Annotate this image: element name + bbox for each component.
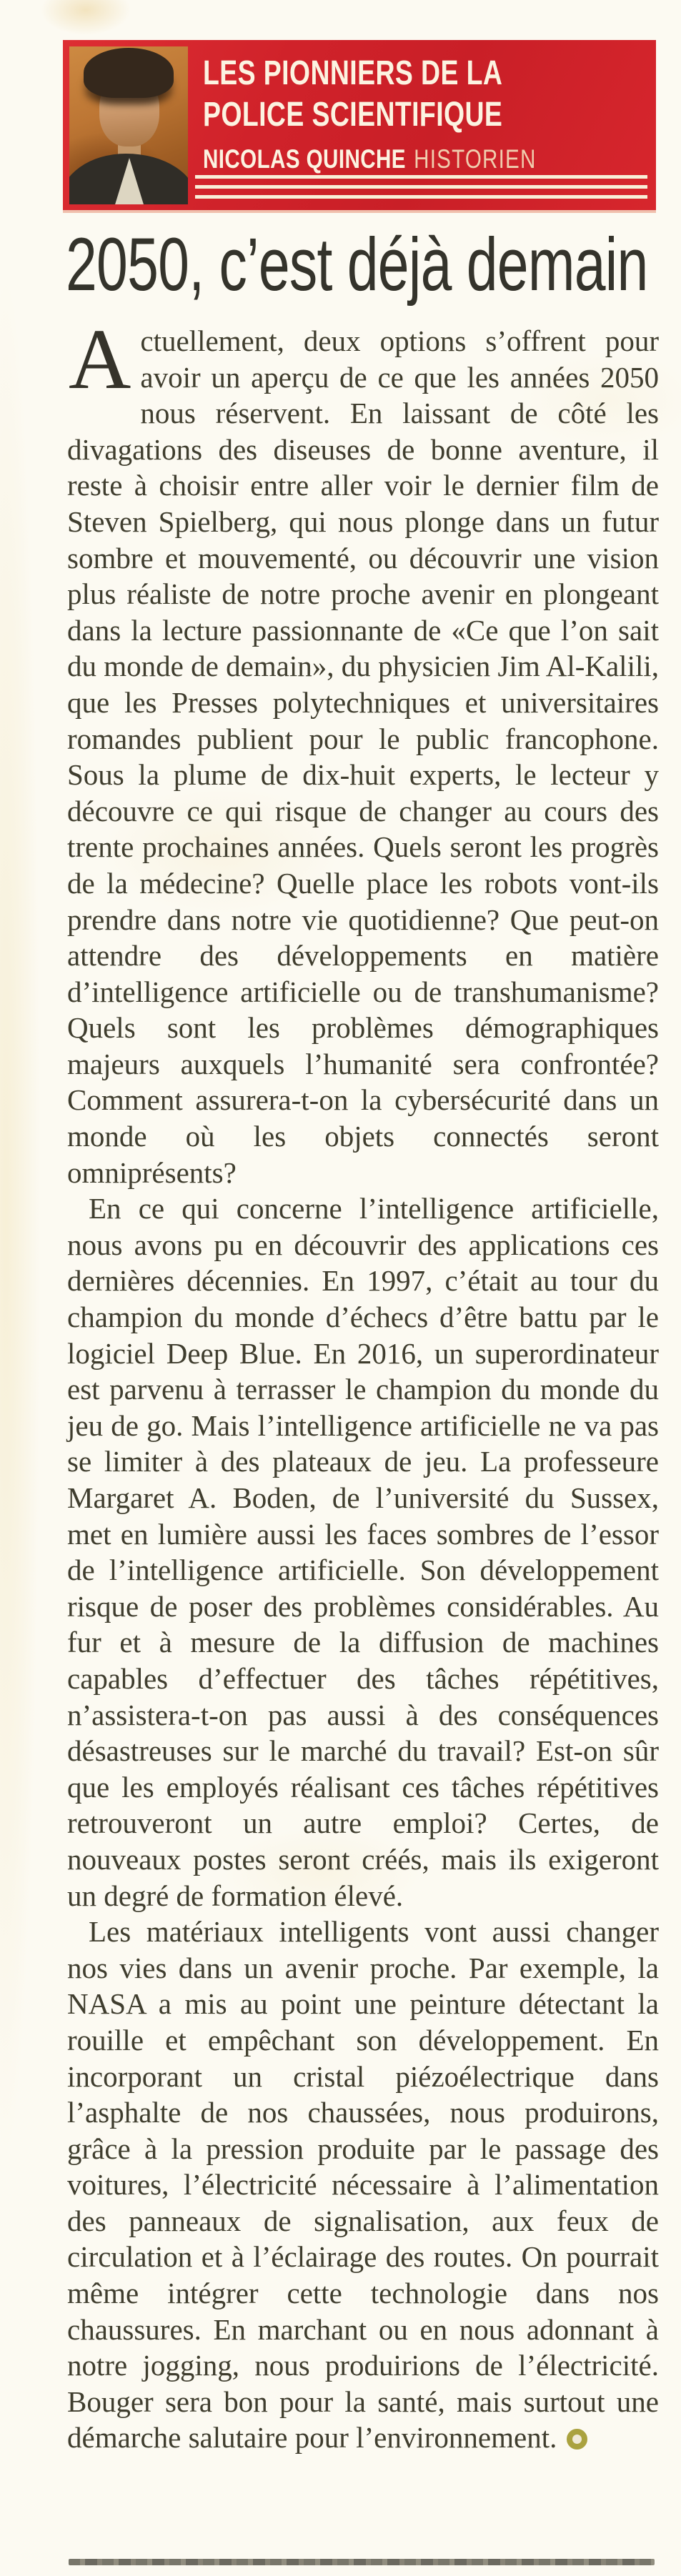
series-title-line2: POLICE SCIENTIFIQUE bbox=[203, 96, 503, 134]
paragraph-3-text: Les matériaux intelligents vont aussi changer nos vies dans un avenir proche. Par exemple, la NASA a mis au point une peinture détectant la rouille et empêchant son développement. En incorporant un cristal piézoélectrique dans l’asphalte de nos chaussées, nous produirons, grâce à la pression produite par le passage des voitures, l’électricité nécessaire à l’alimentation des panneaux de signalisation, aux feux de circulation et à l’éclairage des routes. On pourrait même intégrer cette technologie dans nos chaussures. En marchant ou en nous adonnant à notre jogging, nous produirions de l’électricité. Bouger sera bon pour la santé, mais surtout une démarche salutaire pour l’environnement. bbox=[67, 1915, 659, 2455]
paragraph-1-text: ctuellement, deux options s’offrent pour avoir un aperçu de ce que les années 2050 nous réservent. En laissant de côté les divagations des diseuses de bonne aventure, il reste à choisir entre aller voir le dernier film de Steven Spielberg, qui nous plonge dans un futur sombre et mouvementé, ou découvrir une vision plus réaliste de notre proche avenir en plongeant dans la lecture passionnante de «Ce que l’on sait du monde de demain», du physicien Jim Al-Kalili, que les Presses polytechniques et universitaires romandes publient pour le public francophone. Sous la plume de dix-huit experts, le lecteur y découvre ce qui risque de changer au cours des trente prochaines années. Quels seront les progrès de la médecine? Quelle place les robots vont-ils prendre dans notre vie quotidienne? Que peut-on attendre des développements en matière d’intelligence artificielle ou de transhumanisme? Quels sont les problèmes démographiques majeurs auxquels l’humanité sera confrontée? Comment assurera-t-on la cybersécurité dans un monde où les objets connectés seront omniprésents? bbox=[67, 324, 659, 1189]
scan-edge-artifact bbox=[69, 2559, 655, 2565]
series-header-band bbox=[63, 40, 656, 210]
paragraph-1 bbox=[67, 312, 659, 1190]
author-photo bbox=[69, 46, 188, 204]
paragraph-3 bbox=[67, 1914, 659, 2456]
paragraph-2: En ce qui concerne l’intelligence artificielle, nous avons pu en découvrir des applications ces dernières décennies. En 1997, c’était au tour du champion du monde d’échecs d’être battu par le logiciel Deep Blue. En 2016, un superordinateur est parvenu à terrasser le champion du monde du jeu de go. Mais l’intelligence artificielle ne va pas se limiter à des plateaux de jeu. La professeure Margaret A. Boden, de l’université du Sussex, met en lumière aussi les faces sombres de l’essor de l’intelligence artificielle. Son développement risque de poser des problèmes considérables. Au fur et à mesure de la diffusion de machines capables d’effectuer des tâches répétitives, n’assistera-t-on pas aussi à des conséquences désastreuses sur le marché du travail? Est-on sûr que les employés réalisant ces tâches répétitives retrouveront un autre emploi? Certes, de nouveaux postes seront créés, mais ils exigeront un degré de formation élevé. bbox=[67, 1192, 659, 1912]
author-role: HISTORIEN bbox=[414, 144, 537, 174]
photo-hair bbox=[84, 48, 174, 98]
article-body bbox=[67, 312, 659, 2456]
series-title bbox=[203, 53, 587, 136]
decorative-stripe bbox=[195, 195, 647, 199]
end-of-article-circle-icon bbox=[567, 2429, 587, 2450]
decorative-stripes bbox=[195, 175, 647, 205]
article-title-text: 2050, c’est déjà demain bbox=[66, 223, 648, 307]
decorative-stripe bbox=[195, 185, 647, 189]
series-title-line1: LES PIONNIERS DE LA bbox=[203, 54, 503, 92]
byline bbox=[203, 144, 537, 174]
drop-cap: A bbox=[69, 312, 131, 407]
decorative-stripe bbox=[195, 175, 647, 179]
article-title bbox=[66, 223, 681, 307]
author-name: NICOLAS QUINCHE bbox=[203, 144, 406, 174]
